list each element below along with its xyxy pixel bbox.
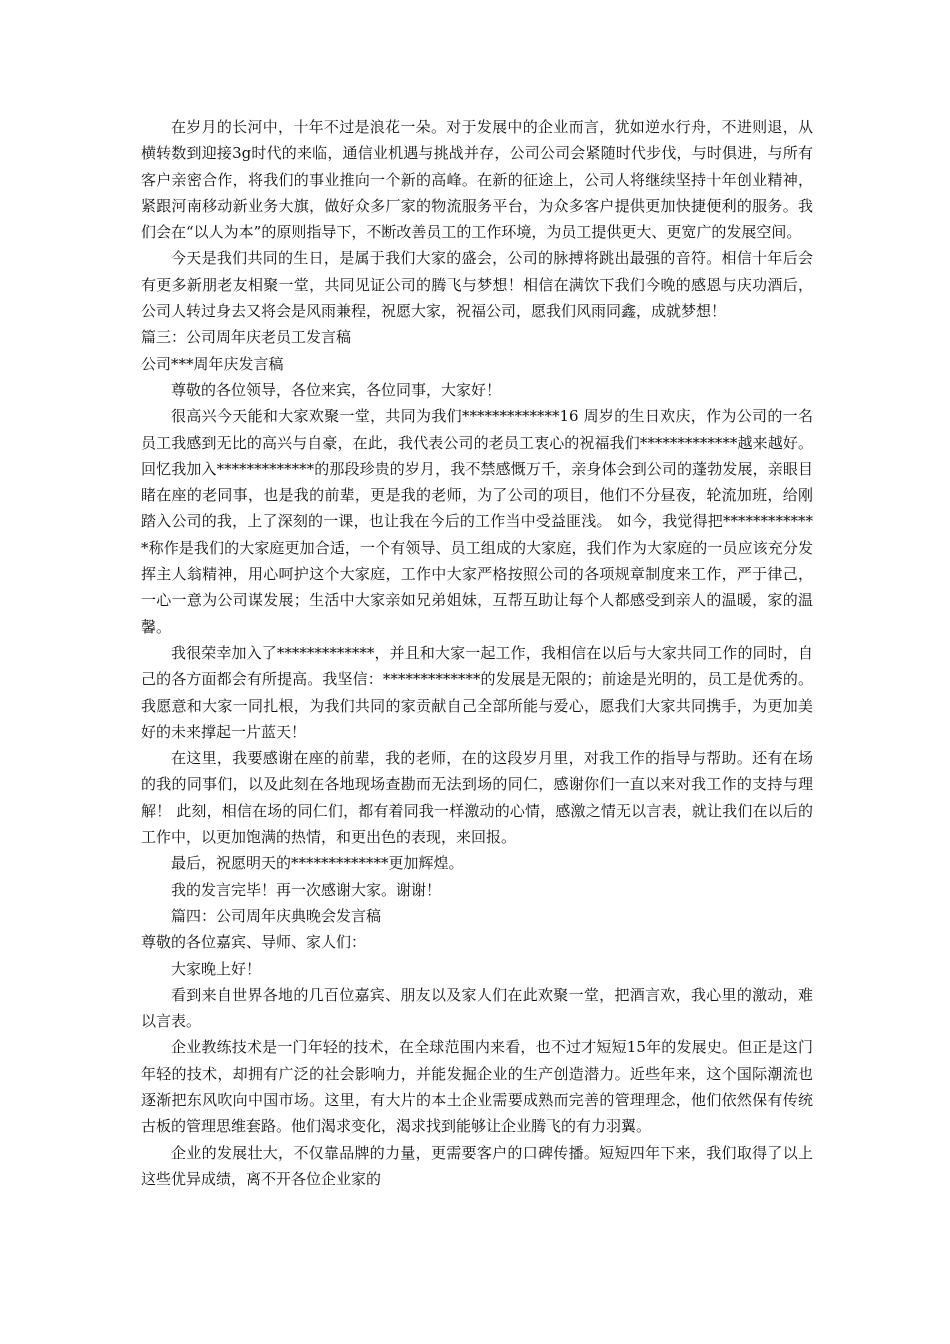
paragraph-memories: 很高兴今天能和大家欢聚一堂，共同为我们*************16 周岁的生日欢庆，作为公司的一名员工我感到无比的高兴与自豪，在此，我代表公司的老员工衷心的祝福我们*************越来越好。 回忆我加入*************的那段珍贵的岁月，我不禁感慨万千，亲身体会到公司的蓬勃发展，亲眼目睹在座的老同事，也是我的前辈，更是我的老师，为了公司的项目，他们不分昼夜，轮流加班，给刚踏入公司的我，上了深刻的一课，也让我在今后的工作当中受益匪浅。 如今，我觉得把*************称作是我们的大家庭更加合适，一个有领导、员工组成的大家庭，我们作为大家庭的一员应该充分发挥主人翁精神，用心呵护这个大家庭，工作中大家严格按照公司的各项规章制度来工作，严于律己，一心一意为公司谋发展；生活中大家亲如兄弟姐妹，互帮互助让每个人都感受到亲人的温暖，家的温馨。 [141,407,813,636]
document-page [141,114,813,1192]
salutation: 尊敬的各位嘉宾、导师、家人们： [141,933,367,952]
paragraph-growth: 企业的发展壮大，不仅靠品牌的力量，更需要客户的口碑传播。短短四年下来，我们取得了以上这些优异成绩，离不开各位企业家的 [141,1143,813,1188]
paragraph-intro: 在岁月的长河中，十年不过是浪花一朵。对于发展中的企业而言，犹如逆水行舟，不进则退，从横转数到迎接3g时代的来临，通信业机遇与挑战并存，公司公司会紧随时代步伐，与时俱进，与所有客户亲密合作，将我们的事业推向一个新的高峰。在新的征途上，公司人将继续坚持十年创业精神，紧跟河南移动新业务大旗，做好众多厂家的物流服务平台，为众多客户提供更加快捷便利的服务。我们会在“以人为本”的原则指导下，不断改善员工的工作环境，为员工提供更大、更宽广的发展空间。 [141,118,813,242]
paragraph-greeting: 尊敬的各位领导，各位来宾，各位同事，大家好！ [171,380,502,399]
speech-title: 公司***周年庆发言稿 [141,354,284,373]
paragraph-birthday: 今天是我们共同的生日，是属于我们大家的盛会，公司的脉搏将跳出最强的音符。相信十年后会有更多新朋老友相聚一堂，共同见证公司的腾飞与梦想！相信在满饮下我们今晚的感恩与庆功酒后，公司人转过身去又将会是风雨兼程，祝愿大家，祝福公司，愿我们风雨同鑫，成就梦想！ [141,249,813,321]
paragraph-honored: 我很荣幸加入了*************，并且和大家一起工作，我相信在以后与大家共同工作的同时，自己的各方面都会有所提高。我坚信：*************的发展是无限的；前途是光明的，员工是优秀的。我愿意和大家一同扎根，为我们共同的家贡献自己全部所能与爱心，愿我们大家共同携手，为更加美好的未来撑起一片蓝天！ [141,643,813,741]
paragraph-thanks: 在这里，我要感谢在座的前辈，我的老师，在的这段岁月里，对我工作的指导与帮助。还有在场的我的同事们，以及此刻在各地现场查勘而无法到场的同仁，感谢你们一直以来对我工作的支持与理解！ 此刻，相信在场的同仁们，都有着同我一样激动的心情，感激之情无以言表，就让我们在以后的工作中，以更加饱满的热情，和更出色的表现，来回报。 [141,749,813,847]
paragraph-coaching: 企业教练技术是一门年轻的技术，在全球范围内来看，也不过才短短15年的发展史。但正是这门年轻的技术，却拥有广泛的社会影响力，并能发掘企业的生产创造潜力。近些年来，这个国际潮流也逐渐把东风吹向中国市场。这里，有大片的本土企业需要成熟而完善的管理理念，他们依然保有传统古板的管理思维套路。他们渴求变化，渴求找到能够让企业腾飞的有力羽翼。 [141,1038,813,1136]
section-heading-part3: 篇三：公司周年庆老员工发言稿 [141,328,352,347]
paragraph-closing: 我的发言完毕！再一次感谢大家。谢谢！ [171,880,442,899]
section-heading-part4: 篇四：公司周年庆典晚会发言稿 [171,906,382,925]
paragraph-wish: 最后，祝愿明天的*************更加辉煌。 [171,854,464,873]
paragraph-welcome: 看到来自世界各地的几百位嘉宾、朋友以及家人们在此欢聚一堂，把酒言欢，我心里的激动，难以言表。 [141,985,813,1031]
paragraph-good-evening: 大家晚上好！ [171,959,262,978]
